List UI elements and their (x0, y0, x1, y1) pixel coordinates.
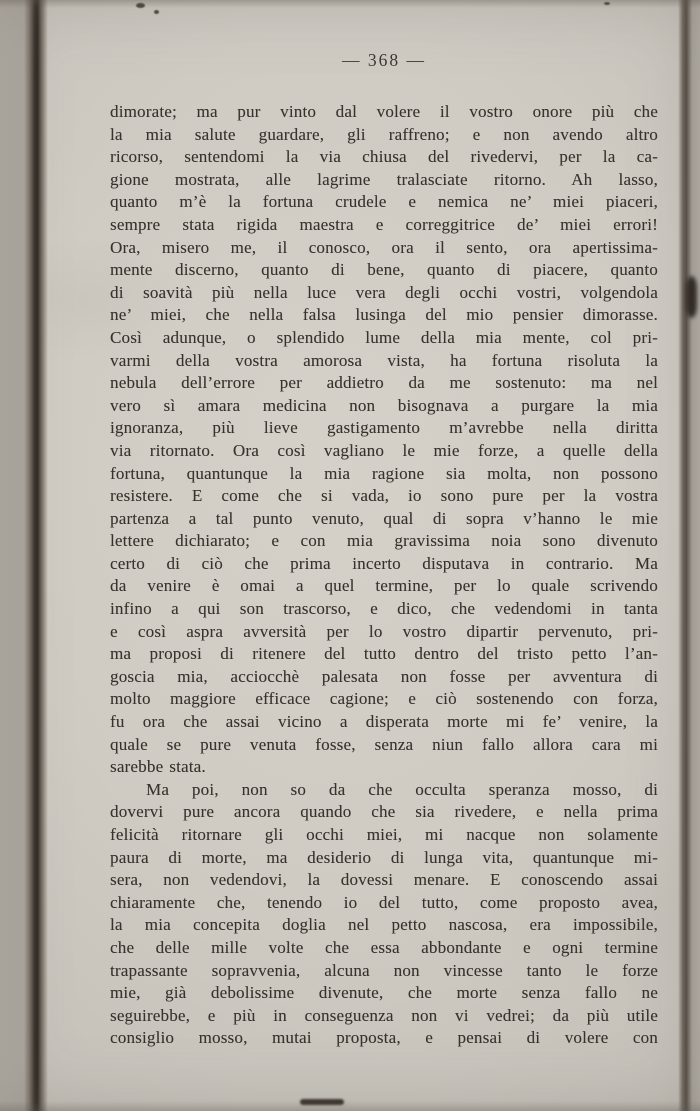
text-line: seguirebbe, e più in conseguenza non vi vedrei; da più utile (110, 1005, 658, 1025)
text-line: sera, non vedendovi, la dovessi menare. E conoscendo assai (110, 870, 658, 890)
scan-speck (154, 10, 159, 14)
text-line: quale se pure venuta fosse, senza niun fallo allora cara mi (110, 734, 658, 754)
text-line: certo di ciò che prima incerto disputava in contrario. Ma (110, 553, 658, 573)
left-binding-shadow (0, 0, 48, 1111)
text-line: fortuna, quantunque la mia ragione sia molta, non possono (110, 463, 658, 483)
text-line: ne’ miei, che nella falsa lusinga del mio pensier dimorasse. (110, 305, 658, 325)
text-line: trapassante sopravvenia, alcuna non vincesse tanto le forze (110, 960, 658, 980)
text-line: chiaramente che, tenendo io del tutto, come proposto avea, (110, 892, 658, 912)
text-line: via ritornato. Ora così vagliano le mie forze, a quelle della (110, 440, 658, 460)
text-line: lettere dichiarato; e con mia gravissima noia sono divenuto (110, 531, 658, 551)
bottom-edge-shadow (0, 1101, 700, 1111)
text-line: da venire è omai a quel termine, per lo quale scrivendo (110, 576, 658, 596)
text-line: che delle mille volte che essa abbondante e ogni termine (110, 937, 658, 957)
text-line: sempre stata rigida maestra e correggitrice de’ miei errori! (110, 214, 658, 234)
text-line: sarebbe stata. (110, 757, 206, 777)
text-line: Ma poi, non so da che occulta speranza mosso, di (146, 779, 658, 799)
text-line: dovervi pure ancora quando che sia rivedere, e nella prima (110, 802, 658, 822)
text-line: gione mostrata, alle lagrime tralasciate ritorno. Ah lasso, (110, 169, 658, 189)
text-line: varmi della vostra amorosa vista, ha fortuna risoluta la (110, 350, 658, 370)
text-line: mente discerno, quanto di bene, quanto di piacere, quanto (110, 260, 658, 280)
text-line: infino a qui son trascorso, e dico, che vedendomi in tanta (110, 599, 658, 619)
text-line: quanto m’è la fortuna crudele e nemica ne’ miei piaceri, (110, 192, 658, 212)
text-line: la mia concepita doglia nel petto nascosa, era impossibile, (110, 915, 658, 935)
text-line: fu ora che assai vicino a disperata morte mi fe’ venire, la (110, 712, 658, 732)
scan-ink-blot (686, 276, 697, 318)
text-line: resistere. E come che si vada, io sono pure per la vostra (110, 486, 658, 506)
text-line: goscia mia, acciocchè palesata non fosse per avventura di (110, 666, 658, 686)
text-line: Ora, misero me, il conosco, ora il sento, ora apertissima- (110, 237, 658, 257)
text-line: vero sì amara medicina non bisognava a purgare la mia (110, 395, 658, 415)
text-line: molto maggiore efficace cagione; e ciò sostenendo con forza, (110, 689, 658, 709)
paragraph (110, 101, 658, 779)
page-text (110, 101, 658, 1050)
right-page-edge-shadow (678, 0, 700, 1111)
text-line: ma proposi di ritenere del tutto dentro del tristo petto l’an- (110, 644, 658, 664)
text-line: Così adunque, o splendido lume della mia mente, col pri- (110, 327, 658, 347)
text-line: dimorate; ma pur vinto dal volere il vostro onore più che (110, 102, 658, 121)
text-line: ignoranza, più lieve gastigamento m’avrebbe nella diritta (110, 418, 658, 438)
scan-speck (604, 2, 610, 5)
text-line: partenza a tal punto venuto, qual di sopra v’hanno le mie (110, 508, 658, 528)
text-line: felicità ritornare gli occhi miei, mi nacque non solamente (110, 825, 658, 844)
page-number: — 368 — (342, 50, 426, 70)
top-edge-shadow (0, 0, 700, 8)
text-line: nebula dell’errore per addietro da me sostenuto: ma nel (110, 373, 658, 393)
text-line: di soavità più nella luce vera degli occhi vostri, volgendola (110, 282, 658, 302)
text-line: paura di morte, ma desiderio di lunga vita, quantunque mi- (110, 847, 658, 867)
text-line: mie, già debolissime divenute, che morte senza fallo ne (110, 983, 658, 1003)
scan-speck (136, 3, 145, 8)
scan-mark (300, 1099, 344, 1105)
text-line: la mia salute guardare, gli raffreno; e non avendo altro (110, 124, 658, 144)
text-line: ricorso, sentendomi la via chiusa del rivedervi, per la ca- (110, 147, 658, 167)
text-line: e così aspra avversità per lo vostro dipartir pervenuto, pri- (110, 621, 658, 641)
paragraph (110, 779, 658, 1050)
text-line: consiglio mosso, mutai proposta, e pensai di volere con (110, 1028, 658, 1048)
